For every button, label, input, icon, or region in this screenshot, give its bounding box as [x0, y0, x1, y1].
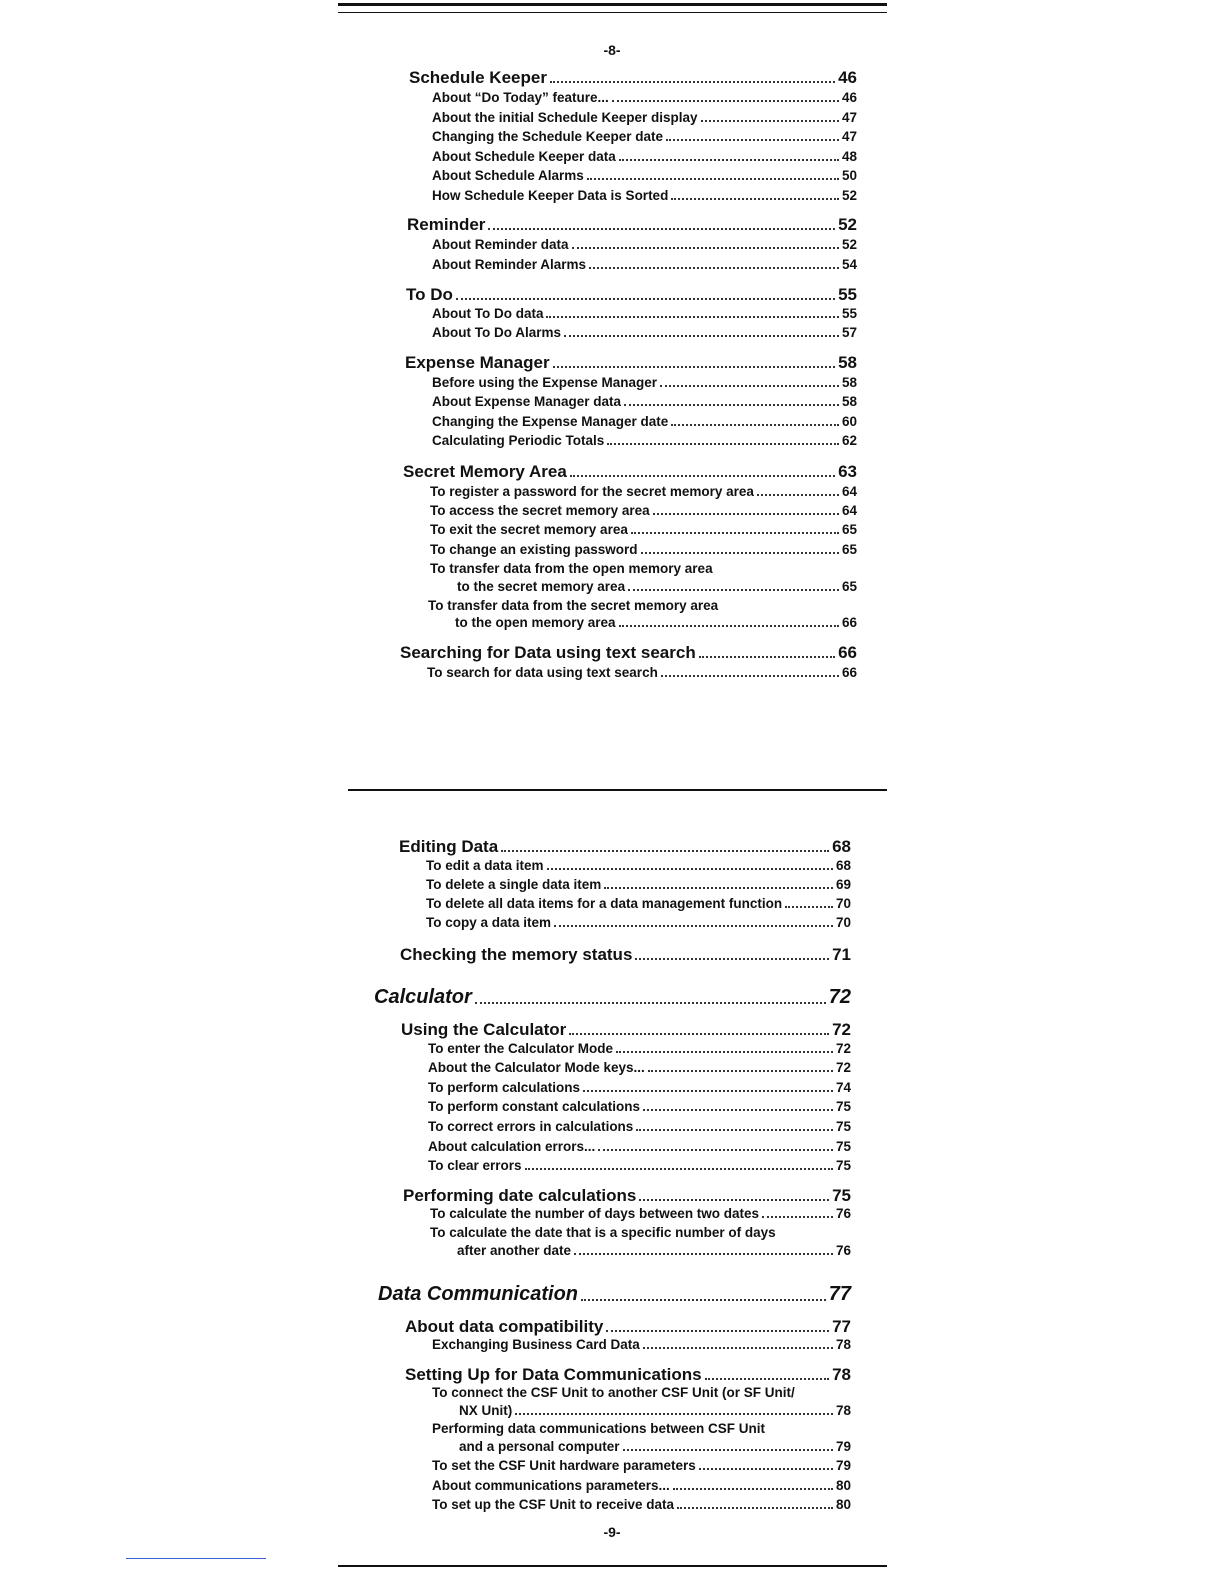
toc-heading[interactable]: Reminder 52 [407, 215, 857, 234]
toc-entry[interactable]: Changing the Schedule Keeper date 47 [432, 129, 857, 144]
toc-entry-line1[interactable]: To transfer data from the secret memory area [428, 598, 719, 613]
toc-entry[interactable]: About Reminder data 52 [432, 237, 857, 252]
toc-heading[interactable]: Secret Memory Area 63 [403, 462, 857, 481]
toc-entry[interactable]: and a personal computer 79 [459, 1439, 851, 1454]
toc-entry[interactable]: About the Calculator Mode keys... 72 [428, 1060, 851, 1075]
toc-entry[interactable]: To search for data using text search 66 [427, 665, 857, 680]
toc-chapter[interactable]: Calculator 72 [374, 986, 851, 1008]
toc-entry[interactable]: Exchanging Business Card Data 78 [432, 1337, 851, 1352]
toc-entry[interactable]: to the secret memory area 65 [457, 579, 857, 594]
toc-entry[interactable]: About Schedule Keeper data 48 [432, 149, 857, 164]
toc-entry[interactable]: Calculating Periodic Totals 62 [432, 433, 857, 448]
toc-entry[interactable]: About calculation errors... 75 [428, 1139, 851, 1154]
toc-entry[interactable]: To perform calculations 74 [428, 1080, 851, 1095]
toc-entry[interactable]: To perform constant calculations 75 [428, 1099, 851, 1114]
toc-page-bottom [374, 0, 851, 1520]
toc-heading[interactable]: Using the Calculator 72 [401, 1020, 851, 1039]
toc-entry[interactable]: About communications parameters... 80 [432, 1478, 851, 1493]
toc-entry[interactable]: Changing the Expense Manager date 60 [432, 414, 857, 429]
toc-entry[interactable]: About Expense Manager data 58 [432, 394, 857, 409]
toc-heading[interactable]: About data compatibility 77 [405, 1317, 851, 1336]
toc-heading[interactable]: Setting Up for Data Communications 78 [405, 1365, 851, 1384]
toc-heading[interactable]: To Do 55 [406, 285, 857, 304]
toc-entry[interactable]: About Reminder Alarms 54 [432, 257, 857, 272]
toc-entry-line1[interactable]: To calculate the date that is a specific number of days [430, 1225, 776, 1240]
toc-entry[interactable]: How Schedule Keeper Data is Sorted 52 [432, 188, 857, 203]
toc-entry-line1[interactable]: Performing data communications between CSF Unit [432, 1421, 766, 1436]
toc-entry-line1[interactable]: To connect the CSF Unit to another CSF Unit (or SF Unit/ [432, 1385, 795, 1400]
toc-entry[interactable]: To delete all data items for a data management function 70 [426, 896, 851, 911]
toc-heading[interactable]: Searching for Data using text search 66 [400, 643, 857, 662]
toc-entry[interactable]: NX Unit) 78 [459, 1403, 851, 1418]
toc-entry[interactable]: To access the secret memory area 64 [430, 503, 857, 518]
toc-entry[interactable]: To calculate the number of days between two dates 76 [430, 1206, 851, 1221]
page-number-bottom: -9- [603, 1524, 621, 1540]
toc-entry[interactable]: To correct errors in calculations 75 [428, 1119, 851, 1134]
toc-entry[interactable]: Before using the Expense Manager 58 [432, 375, 857, 390]
toc-heading[interactable]: Editing Data 68 [399, 837, 851, 856]
toc-entry[interactable]: To delete a single data item 69 [426, 877, 851, 892]
toc-entry[interactable]: To change an existing password 65 [430, 542, 857, 557]
toc-entry[interactable]: About “Do Today” feature... 46 [432, 90, 857, 105]
bottom-border-rule [338, 1565, 887, 1567]
toc-entry[interactable]: To enter the Calculator Mode 72 [428, 1041, 851, 1056]
toc-entry[interactable]: after another date 76 [457, 1243, 851, 1258]
toc-entry[interactable]: About the initial Schedule Keeper display 47 [432, 110, 857, 125]
toc-entry[interactable]: About To Do data 55 [432, 306, 857, 321]
toc-entry[interactable]: To edit a data item 68 [426, 858, 851, 873]
toc-entry[interactable]: To copy a data item 70 [426, 915, 851, 930]
toc-heading[interactable]: Schedule Keeper 46 [409, 68, 857, 87]
page-number-top: -8- [603, 42, 621, 58]
toc-entry[interactable]: To register a password for the secret memory area 64 [430, 484, 857, 499]
toc-heading[interactable]: Performing date calculations 75 [403, 1186, 851, 1205]
toc-entry[interactable]: To clear errors 75 [428, 1158, 851, 1173]
toc-chapter[interactable]: Data Communication 77 [378, 1283, 851, 1305]
toc-entry[interactable]: To exit the secret memory area 65 [430, 522, 857, 537]
bottom-left-blue-rule [126, 1558, 266, 1559]
toc-entry[interactable]: to the open memory area 66 [455, 615, 857, 630]
toc-entry[interactable]: About To Do Alarms 57 [432, 325, 857, 340]
toc-heading[interactable]: Checking the memory status 71 [400, 945, 851, 964]
toc-heading[interactable]: Expense Manager 58 [405, 353, 857, 372]
toc-entry[interactable]: To set the CSF Unit hardware parameters 79 [432, 1458, 851, 1473]
toc-entry[interactable]: To set up the CSF Unit to receive data 80 [432, 1497, 851, 1512]
toc-entry[interactable]: About Schedule Alarms 50 [432, 168, 857, 183]
toc-entry-line1[interactable]: To transfer data from the open memory area [430, 561, 713, 576]
